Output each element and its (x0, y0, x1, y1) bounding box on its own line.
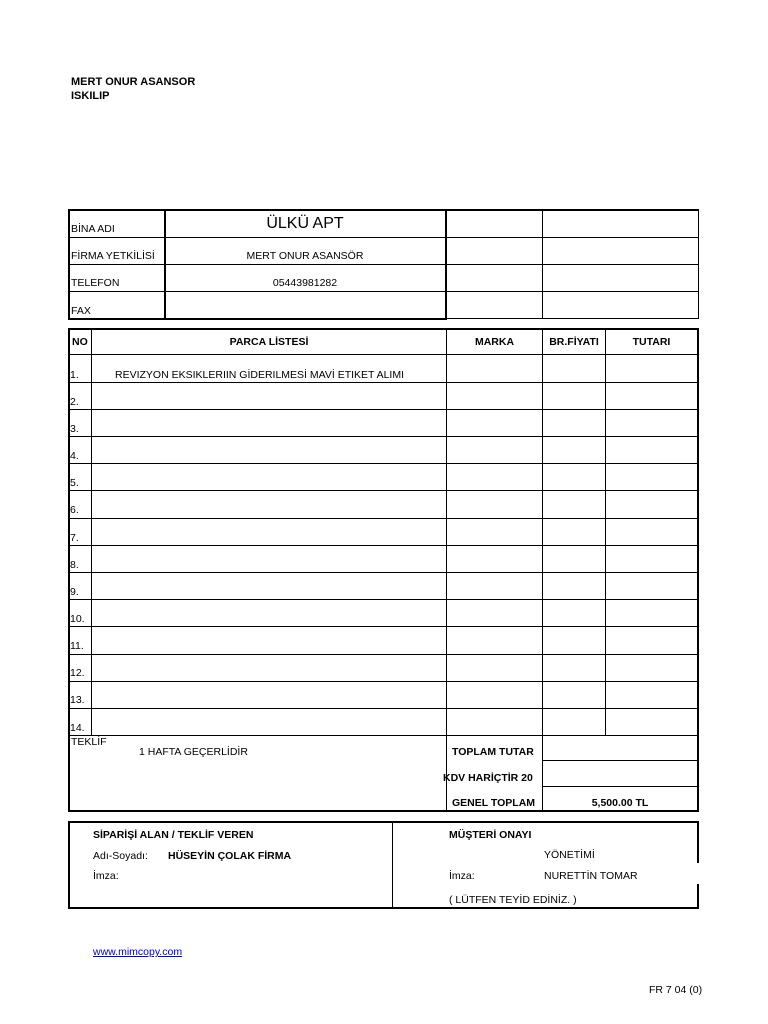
management-label: YÖNETİMİ (544, 849, 595, 861)
row-number: 5. (70, 477, 79, 489)
subtotal-label: TOPLAM TUTAR (452, 746, 534, 758)
row-number: 9. (70, 586, 79, 598)
vat-label: KDV HARİÇTİR 20 (443, 772, 533, 784)
row-number: 11. (70, 640, 84, 652)
form-code: FR 7 04 (0) (649, 984, 703, 996)
building-value: ÜLKÜ APT (266, 215, 344, 232)
row-description: REVIZYON EKSIKLERIIN GİDERILMESİ MAVİ ETIKET ALIMI (115, 369, 405, 381)
name-value: HÜSEYİN ÇOLAK FİRMA (168, 850, 292, 862)
row-number: 3. (70, 423, 79, 435)
offer-validity: 1 HAFTA GEÇERLİDİR (139, 746, 248, 758)
company-city: ISKILIP (71, 90, 110, 102)
header-no: NO (72, 336, 88, 348)
row-number: 7. (70, 532, 79, 544)
row-number: 1. (70, 369, 79, 381)
grand-total-value: 5,500.00 TL (591, 797, 649, 809)
row-number: 10. (70, 613, 85, 625)
signature-label: İmza: (93, 870, 119, 882)
row-number: 8. (70, 559, 79, 571)
header-total: TUTARI (632, 336, 671, 348)
header-brand: MARKA (474, 336, 515, 348)
header-unit-price: BR.FİYATI (549, 336, 599, 348)
fax-label: FAX (71, 305, 91, 317)
header-parts-list: PARCA LİSTESİ (229, 336, 309, 348)
row-number: 12. (70, 667, 85, 679)
grand-total-label: GENEL TOPLAM (452, 797, 536, 809)
company-name: MERT ONUR ASANSOR (71, 76, 196, 88)
building-label: BİNA ADI (71, 223, 115, 235)
customer-name: NURETTİN TOMAR (544, 870, 638, 882)
confirm-note: ( LÜTFEN TEYİD EDİNİZ. ) (449, 894, 577, 906)
website-link[interactable]: www.mimcopy.com (93, 946, 183, 958)
offer-label: TEKLİF (71, 736, 107, 748)
order-taker-title: SİPARİŞİ ALAN / TEKLİF VEREN (93, 829, 254, 841)
phone-value: 05443981282 (272, 277, 338, 289)
authority-label: FİRMA YETKİLİSİ (71, 250, 155, 262)
row-number: 14. (70, 722, 85, 734)
authority-value: MERT ONUR ASANSÖR (246, 250, 364, 262)
name-label: Adı-Soyadı: (93, 850, 148, 862)
row-number: 13. (70, 694, 85, 706)
row-number: 4. (70, 450, 79, 462)
row-number: 6. (70, 504, 79, 516)
customer-approval-title: MÜŞTERİ ONAYI (449, 829, 532, 841)
customer-signature-label: İmza: (449, 870, 475, 882)
row-number: 2. (70, 396, 79, 408)
phone-label: TELEFON (71, 277, 120, 289)
